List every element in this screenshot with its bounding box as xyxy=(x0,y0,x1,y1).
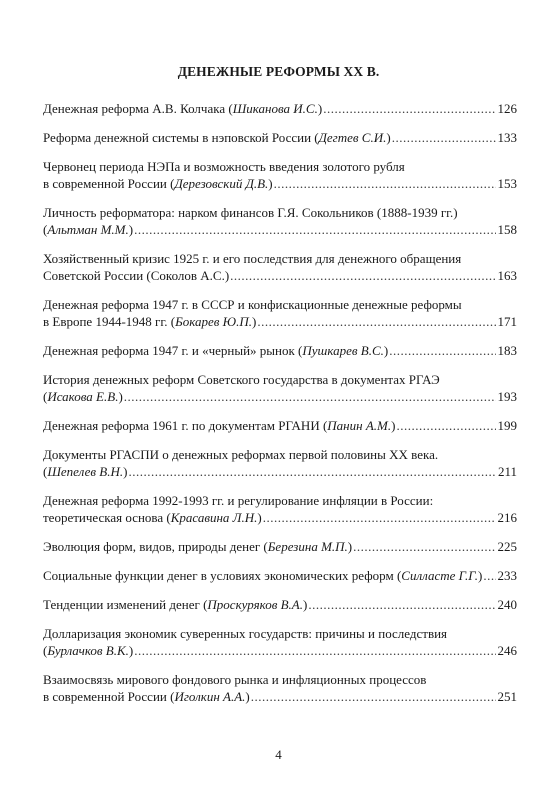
table-of-contents xyxy=(43,100,517,705)
dot-leader xyxy=(352,538,495,555)
entry-title-text: Денежная реформа 1961 г. по документам РГАНИ ( xyxy=(43,418,328,433)
entry-title-text: ( xyxy=(43,222,48,237)
toc-entry[interactable] xyxy=(43,492,517,526)
entry-title-line: Денежная реформа 1947 г. в СССР и конфискационные денежные реформы xyxy=(43,297,462,312)
entry-title-text: в современной России ( xyxy=(43,689,175,704)
entry-title-text: теоретическая основа ( xyxy=(43,510,171,525)
entry-title-text: Советской России (Соколов А.С.) xyxy=(43,268,230,283)
entry-page-number: 133 xyxy=(497,130,517,145)
page-number: 4 xyxy=(275,747,282,762)
entry-text xyxy=(43,388,123,405)
entry-title-text: Реформа денежной системы в нэповской России ( xyxy=(43,130,319,145)
entry-author: Исакова Е.В. xyxy=(47,389,119,404)
toc-entry[interactable] xyxy=(43,417,517,434)
entry-closing-paren: ) xyxy=(128,643,134,658)
entry-text xyxy=(43,417,395,434)
entry-page-number: 211 xyxy=(497,464,517,479)
dot-leader xyxy=(229,267,495,284)
entry-author: Бокарев Ю.П. xyxy=(175,314,252,329)
entry-title-text: ( xyxy=(43,389,48,404)
entry-title-text: Денежная реформа А.В. Колчака ( xyxy=(43,101,233,116)
entry-title-text: Эволюция форм, видов, природы денег ( xyxy=(43,539,268,554)
entry-author: Панин А.М. xyxy=(327,418,392,433)
toc-entry[interactable] xyxy=(43,371,517,405)
entry-last-line xyxy=(43,538,517,555)
entry-last-line xyxy=(43,417,517,434)
entry-author: Иголкин А.А. xyxy=(174,689,246,704)
entry-last-line xyxy=(43,267,517,284)
entry-last-line xyxy=(43,596,517,613)
entry-page-number: 233 xyxy=(497,568,517,583)
dot-leader xyxy=(123,388,496,405)
entry-text xyxy=(43,313,256,330)
entry-author: Силласте Г.Г. xyxy=(401,568,478,583)
toc-entry[interactable] xyxy=(43,596,517,613)
dot-leader xyxy=(307,596,495,613)
entry-page-number: 240 xyxy=(497,597,517,612)
entry-page-number: 171 xyxy=(497,314,517,329)
entry-closing-paren: ) xyxy=(317,101,323,116)
entry-title-text: ( xyxy=(43,643,48,658)
entry-text xyxy=(43,538,352,555)
entry-text xyxy=(43,463,127,480)
toc-entry[interactable] xyxy=(43,296,517,330)
entry-author: Пушкарев В.С. xyxy=(302,343,384,358)
entry-title-line: История денежных реформ Советского государства в документах РГАЭ xyxy=(43,372,440,387)
dot-leader xyxy=(127,463,496,480)
dot-leader xyxy=(250,688,496,705)
entry-title-line: Хозяйственный кризис 1925 г. и его последствия для денежного обращения xyxy=(43,251,462,266)
entry-author: Дерезовский Д.В. xyxy=(174,176,269,191)
entry-last-line xyxy=(43,342,517,359)
dot-leader xyxy=(395,417,495,434)
entry-title-line: Денежная реформа 1992-1993 гг. и регулирование инфляции в России: xyxy=(43,493,434,508)
toc-entry[interactable] xyxy=(43,100,517,117)
entry-closing-paren: ) xyxy=(245,689,250,704)
entry-last-line xyxy=(43,642,517,659)
entry-author: Бурлачков В.К. xyxy=(47,643,129,658)
entry-last-line xyxy=(43,567,517,584)
entry-page-number: 153 xyxy=(497,176,517,191)
dot-leader xyxy=(256,313,495,330)
entry-page-number: 183 xyxy=(497,343,517,358)
entry-page-number: 199 xyxy=(497,418,517,433)
entry-last-line xyxy=(43,688,517,705)
entry-title-text: в Европе 1944-1948 гг. ( xyxy=(43,314,176,329)
entry-page-number: 246 xyxy=(497,643,517,658)
entry-last-line xyxy=(43,221,517,238)
entry-last-line xyxy=(43,463,517,480)
entry-page-number: 158 xyxy=(497,222,517,237)
entry-closing-paren: ) xyxy=(391,418,396,433)
entry-closing-paren: ) xyxy=(383,343,389,358)
toc-entry[interactable] xyxy=(43,567,517,584)
entry-last-line xyxy=(43,175,517,192)
toc-entry[interactable] xyxy=(43,342,517,359)
toc-entry[interactable] xyxy=(43,446,517,480)
entry-author: Шепелев В.Н. xyxy=(47,464,124,479)
entry-title-text: в современной России ( xyxy=(43,176,175,191)
entry-page-number: 126 xyxy=(497,101,517,116)
dot-leader xyxy=(482,567,495,584)
entry-text xyxy=(43,688,250,705)
toc-entry[interactable] xyxy=(43,671,517,705)
toc-entry[interactable] xyxy=(43,204,517,238)
entry-closing-paren: ) xyxy=(477,568,483,583)
entry-author: Шиканова И.С. xyxy=(232,101,318,116)
dot-leader xyxy=(262,509,496,526)
entry-text xyxy=(43,342,388,359)
entry-author: Альтман М.М. xyxy=(47,222,129,237)
section-title: ДЕНЕЖНЫЕ РЕФОРМЫ XX В. xyxy=(177,64,380,79)
entry-closing-paren: ) xyxy=(123,464,128,479)
entry-page-number: 225 xyxy=(497,539,517,554)
dot-leader xyxy=(388,342,495,359)
entry-author: Красавина Л.Н. xyxy=(170,510,258,525)
dot-leader xyxy=(133,221,495,238)
entry-title-line: Взаимосвязь мирового фондового рынка и инфляционных процессов xyxy=(43,672,427,687)
entry-text xyxy=(43,596,307,613)
entry-title-line: Документы РГАСПИ о денежных реформах первой половины XX века. xyxy=(43,447,439,462)
dot-leader xyxy=(133,642,495,659)
entry-title-text: Тенденции изменений денег ( xyxy=(43,597,208,612)
entry-author: Березина М.П. xyxy=(267,539,348,554)
entry-closing-paren: ) xyxy=(251,314,257,329)
toc-entry[interactable] xyxy=(43,158,517,192)
entry-title-line: Червонец периода НЭПа и возможность введения золотого рубля xyxy=(43,159,405,174)
entry-page-number: 216 xyxy=(497,510,517,525)
entry-page-number: 193 xyxy=(497,389,517,404)
entry-text xyxy=(43,267,229,284)
entry-closing-paren: ) xyxy=(386,130,391,145)
dot-leader xyxy=(322,100,495,117)
toc-entry[interactable] xyxy=(43,250,517,284)
entry-text xyxy=(43,221,133,238)
entry-last-line xyxy=(43,313,517,330)
entry-last-line xyxy=(43,100,517,117)
entry-last-line xyxy=(43,509,517,526)
entry-closing-paren: ) xyxy=(268,176,273,191)
entry-last-line xyxy=(43,388,517,405)
entry-title-text: Денежная реформа 1947 г. и «черный» рынок ( xyxy=(43,343,303,358)
entry-title-line: Долларизация экономик суверенных государств: причины и последствия xyxy=(43,626,448,641)
toc-entry[interactable] xyxy=(43,625,517,659)
entry-page-number: 251 xyxy=(497,689,517,704)
entry-text xyxy=(43,567,482,584)
entry-title-line: Личность реформатора: нарком финансов Г.Я. Сокольников (1888-1939 гг.) xyxy=(43,205,458,220)
toc-entry[interactable] xyxy=(43,129,517,146)
entry-text xyxy=(43,509,262,526)
entry-closing-paren: ) xyxy=(118,389,123,404)
dot-leader xyxy=(273,175,496,192)
entry-closing-paren: ) xyxy=(257,510,262,525)
toc-entry[interactable] xyxy=(43,538,517,555)
entry-text xyxy=(43,642,133,659)
entry-title-text: Социальные функции денег в условиях экономических реформ ( xyxy=(43,568,402,583)
entry-text xyxy=(43,100,322,117)
entry-last-line xyxy=(43,129,517,146)
dot-leader xyxy=(391,129,496,146)
entry-closing-paren: ) xyxy=(128,222,134,237)
entry-author: Дегтев С.И. xyxy=(318,130,387,145)
entry-title-text: ( xyxy=(43,464,48,479)
entry-text xyxy=(43,175,273,192)
entry-text xyxy=(43,129,391,146)
entry-author: Проскуряков В.А. xyxy=(207,597,303,612)
entry-closing-paren: ) xyxy=(347,539,353,554)
entry-closing-paren: ) xyxy=(303,597,308,612)
entry-page-number: 163 xyxy=(497,268,517,283)
